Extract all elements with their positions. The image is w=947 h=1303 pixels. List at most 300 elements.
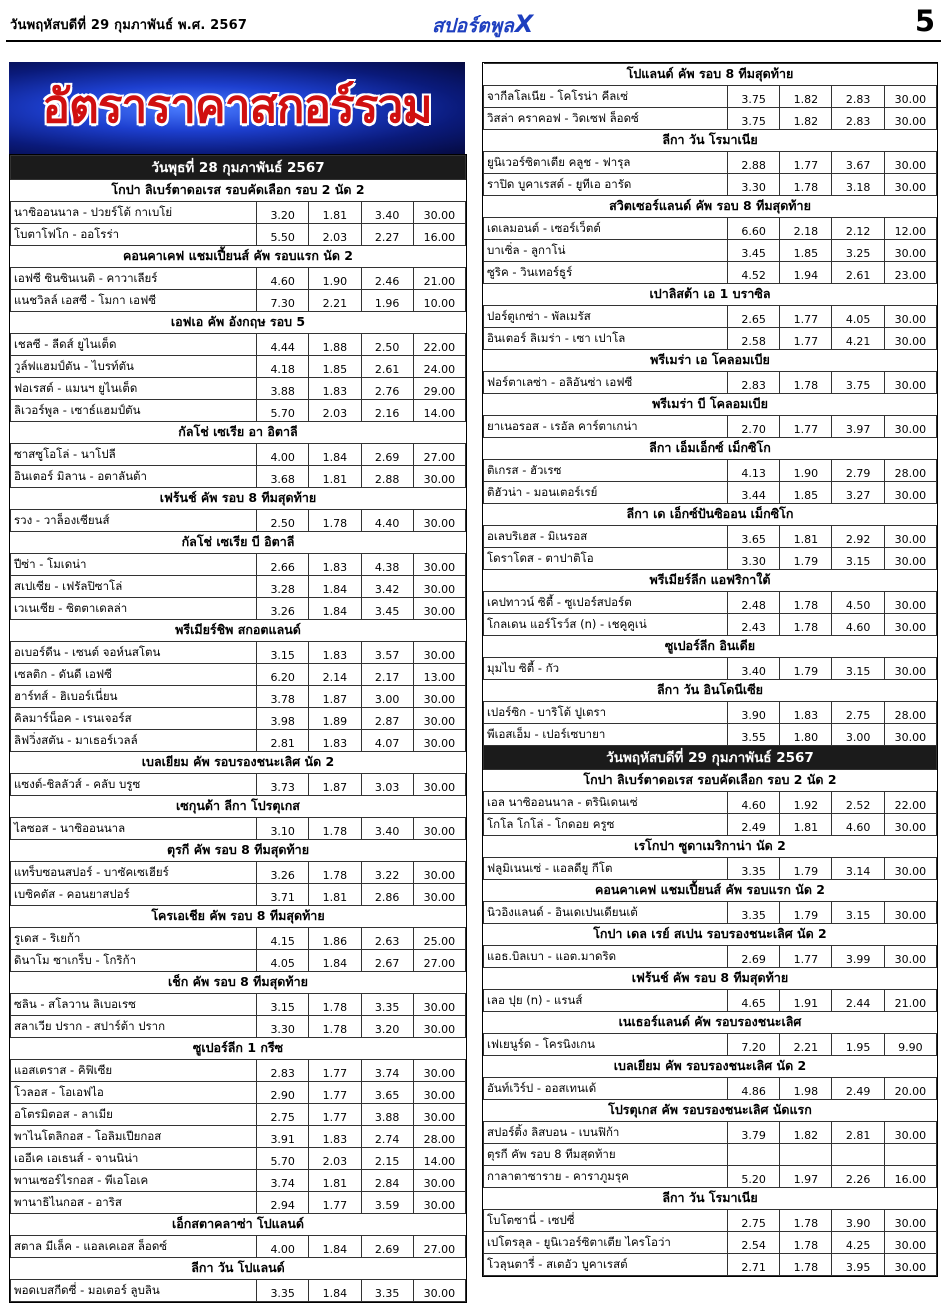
match-row	[484, 614, 937, 636]
odds-2: 2.21	[309, 290, 361, 312]
odds-1: 2.94	[257, 1192, 309, 1214]
odds-4: 30.00	[413, 466, 465, 488]
match-row	[484, 814, 937, 836]
odds-2: 1.83	[309, 1126, 361, 1148]
odds-3: 2.17	[361, 664, 413, 686]
odds-3: 3.20	[361, 1016, 413, 1038]
match-row	[11, 1060, 466, 1082]
match-teams: โกลเดน แอร์โรว์ส (n) - เชคูคูเน่	[484, 614, 728, 636]
odds-2: 1.84	[309, 576, 361, 598]
odds-2: 1.79	[780, 902, 832, 924]
league-header	[11, 1038, 466, 1060]
odds-1: 2.75	[257, 1104, 309, 1126]
match-teams: นิวอิงแลนด์ - อินเดเปนเดียนเต้	[484, 902, 728, 924]
odds-3: 4.60	[832, 814, 884, 836]
match-row	[11, 862, 466, 884]
match-row	[11, 444, 466, 466]
league-header	[484, 350, 937, 372]
odds-4: 30.00	[884, 240, 936, 262]
odds-2: 1.84	[309, 444, 361, 466]
brand-name: สปอร์ตพูล	[432, 15, 514, 37]
odds-4: 30.00	[884, 592, 936, 614]
match-row	[484, 218, 937, 240]
odds-2: 1.77	[309, 1104, 361, 1126]
odds-1: 3.79	[728, 1122, 780, 1144]
odds-1: 2.83	[728, 372, 780, 394]
odds-1: 3.30	[257, 1016, 309, 1038]
odds-3: 3.40	[361, 818, 413, 840]
match-row	[11, 356, 466, 378]
odds-4: 27.00	[413, 1236, 465, 1258]
league-header	[484, 1100, 937, 1122]
match-teams: ฟลูมิเนนเซ่ - แอลดียู กีโต	[484, 858, 728, 880]
odds-2: 1.81	[309, 202, 361, 224]
odds-1: 6.20	[257, 664, 309, 686]
odds-3: 3.90	[832, 1210, 884, 1232]
odds-2: 1.88	[309, 334, 361, 356]
match-teams: เปโตรลุล - ยูนิเวอร์ซิตาเตีย ไครโอว่า	[484, 1232, 728, 1254]
match-teams: โบโตซานี่ - เซปซี่	[484, 1210, 728, 1232]
odds-2: 1.78	[309, 862, 361, 884]
odds-1: 4.86	[728, 1078, 780, 1100]
league-title: กัลโช่ เซเรีย บี อิตาลี	[11, 532, 466, 554]
odds-3: 2.76	[361, 378, 413, 400]
odds-2: 1.81	[780, 814, 832, 836]
odds-2: 1.90	[780, 460, 832, 482]
odds-3: 3.67	[832, 152, 884, 174]
match-teams: แทร็บซอนสปอร์ - บาซัคเซเฮียร์	[11, 862, 257, 884]
match-row	[11, 1082, 466, 1104]
odds-3: 4.38	[361, 554, 413, 576]
league-title: โครเอเชีย คัพ รอบ 8 ทีมสุดท้าย	[11, 906, 466, 928]
odds-2: 1.77	[780, 306, 832, 328]
right-odds-column	[482, 62, 938, 1277]
odds-4: 27.00	[413, 950, 465, 972]
match-teams: แซงต์-ชิลลัวส์ - คลับ บรูซ	[11, 774, 257, 796]
odds-3: 3.15	[832, 658, 884, 680]
match-row	[484, 792, 937, 814]
odds-1: 3.78	[257, 686, 309, 708]
league-title: ลีกา เด เอ็กซ์ปันซิออน เม็กซิโก	[484, 504, 937, 526]
odds-1: 6.60	[728, 218, 780, 240]
odds-3: 3.25	[832, 240, 884, 262]
odds-4: 22.00	[884, 792, 936, 814]
odds-3: 3.35	[361, 994, 413, 1016]
odds-1: 2.58	[728, 328, 780, 350]
league-header	[11, 796, 466, 818]
league-title: โปรตุเกส คัพ รอบรองชนะเลิศ นัดแรก	[484, 1100, 937, 1122]
odds-2: 1.83	[780, 702, 832, 724]
league-title: ลีกา วัน โรมาเนีย	[484, 130, 937, 152]
odds-4: 30.00	[884, 902, 936, 924]
odds-1	[728, 1144, 780, 1166]
odds-4: 30.00	[884, 86, 936, 108]
odds-3: 2.69	[361, 444, 413, 466]
odds-4: 23.00	[884, 262, 936, 284]
odds-1: 5.70	[257, 1148, 309, 1170]
odds-1: 3.30	[728, 548, 780, 570]
odds-1: 3.55	[728, 724, 780, 746]
league-title: ตุรกี คัพ รอบ 8 ทีมสุดท้าย	[11, 840, 466, 862]
league-title: ซูเปอร์ลีก อินเดีย	[484, 636, 937, 658]
odds-3: 4.50	[832, 592, 884, 614]
league-header	[484, 968, 937, 990]
match-teams: โวลุนตารี่ - สเตอัว บูคาเรสต์	[484, 1254, 728, 1276]
odds-4: 30.00	[884, 152, 936, 174]
league-header	[484, 394, 937, 416]
league-title: เฟร้นช์ คัพ รอบ 8 ทีมสุดท้าย	[484, 968, 937, 990]
odds-1: 3.68	[257, 466, 309, 488]
odds-3: 2.61	[361, 356, 413, 378]
league-header	[484, 570, 937, 592]
match-row	[11, 202, 466, 224]
league-title: ลีกา วัน อินโดนีเซีย	[484, 680, 937, 702]
match-row	[484, 328, 937, 350]
match-teams: ยูนิเวอร์ซิตาเตีย คลูช - ฟารุล	[484, 152, 728, 174]
brand-logo	[432, 10, 533, 41]
match-teams: ไลซอส - นาซิออนนาล	[11, 818, 257, 840]
odds-4: 30.00	[413, 818, 465, 840]
odds-2: 2.18	[780, 218, 832, 240]
odds-3: 2.50	[361, 334, 413, 356]
odds-2: 1.77	[780, 328, 832, 350]
match-row	[11, 928, 466, 950]
odds-2: 1.82	[780, 108, 832, 130]
odds-1: 4.13	[728, 460, 780, 482]
odds-1: 2.54	[728, 1232, 780, 1254]
odds-3: 3.75	[832, 372, 884, 394]
match-row	[11, 774, 466, 796]
odds-2: 1.97	[780, 1166, 832, 1188]
odds-4: 30.00	[884, 482, 936, 504]
odds-4: 21.00	[884, 990, 936, 1012]
match-teams: ฮาร์ทส์ - ฮิเบอร์เนี่ยน	[11, 686, 257, 708]
odds-4: 30.00	[413, 1170, 465, 1192]
odds-1: 4.00	[257, 444, 309, 466]
odds-3: 2.16	[361, 400, 413, 422]
match-row	[484, 658, 937, 680]
odds-4: 30.00	[884, 724, 936, 746]
odds-1: 3.15	[257, 994, 309, 1016]
league-title: โปแลนด์ คัพ รอบ 8 ทีมสุดท้าย	[484, 64, 937, 86]
league-header	[484, 880, 937, 902]
league-title: เอ็กสตาคลาซ่า โปแลนด์	[11, 1214, 466, 1236]
odds-1: 2.65	[728, 306, 780, 328]
match-teams: วิสล่า คราคอฟ - วิดเซฟ ล็อดซ์	[484, 108, 728, 130]
odds-4: 27.00	[413, 444, 465, 466]
odds-3: 2.75	[832, 702, 884, 724]
match-row	[484, 482, 937, 504]
match-row	[484, 946, 937, 968]
league-header	[11, 1214, 466, 1236]
odds-4: 29.00	[413, 378, 465, 400]
match-teams: พีเอสเอ็ม - เปอร์เซบายา	[484, 724, 728, 746]
odds-3: 3.00	[832, 724, 884, 746]
odds-2: 1.79	[780, 658, 832, 680]
odds-3: 3.15	[832, 548, 884, 570]
match-teams: ดินาโม ซาเกร็บ - โกริก้า	[11, 950, 257, 972]
odds-2: 1.90	[309, 268, 361, 290]
match-row	[11, 1192, 466, 1214]
match-row	[11, 334, 466, 356]
odds-4: 28.00	[884, 460, 936, 482]
league-header	[11, 620, 466, 642]
odds-4: 30.00	[413, 686, 465, 708]
odds-1: 4.15	[257, 928, 309, 950]
match-row	[11, 686, 466, 708]
match-row	[11, 576, 466, 598]
odds-4: 30.00	[884, 306, 936, 328]
match-row	[484, 1166, 937, 1188]
odds-2: 1.83	[309, 730, 361, 752]
match-row	[11, 664, 466, 686]
odds-2: 1.85	[309, 356, 361, 378]
odds-2: 1.78	[309, 994, 361, 1016]
odds-1: 3.74	[257, 1170, 309, 1192]
match-teams: นาซิออนนาล - ปวยร์โต้ กาเบโย่	[11, 202, 257, 224]
match-teams: จากีลโลเนีย - โคโรน่า คีลเซ่	[484, 86, 728, 108]
match-row	[484, 724, 937, 746]
odds-1: 3.30	[728, 174, 780, 196]
match-row	[11, 400, 466, 422]
match-row	[484, 240, 937, 262]
odds-2: 2.03	[309, 224, 361, 246]
league-title: โกปา ลิเบร์ตาดอเรส รอบคัดเลือก รอบ 2 นัด 2	[484, 770, 937, 792]
odds-1: 3.20	[257, 202, 309, 224]
league-header	[484, 636, 937, 658]
odds-3: 2.74	[361, 1126, 413, 1148]
odds-1: 2.43	[728, 614, 780, 636]
league-title: เอฟเอ คัพ อังกฤษ รอบ 5	[11, 312, 466, 334]
odds-4: 30.00	[413, 994, 465, 1016]
league-title: เช็ก คัพ รอบ 8 ทีมสุดท้าย	[11, 972, 466, 994]
odds-3: 4.07	[361, 730, 413, 752]
league-header	[484, 64, 937, 86]
day-header	[484, 746, 937, 770]
match-row	[484, 306, 937, 328]
match-teams: สตาล มีเล็ค - แอลเคเอส ล็อดซ์	[11, 1236, 257, 1258]
match-row	[11, 818, 466, 840]
odds-4: 30.00	[884, 1232, 936, 1254]
odds-4: 30.00	[413, 730, 465, 752]
odds-1: 3.15	[257, 642, 309, 664]
league-title: สวิตเซอร์แลนด์ คัพ รอบ 8 ทีมสุดท้าย	[484, 196, 937, 218]
match-teams: ตุรกี คัพ รอบ 8 ทีมสุดท้าย	[484, 1144, 728, 1166]
odds-3: 3.95	[832, 1254, 884, 1276]
odds-1: 3.75	[728, 86, 780, 108]
odds-4: 14.00	[413, 1148, 465, 1170]
odds-2: 1.85	[780, 240, 832, 262]
match-teams: พานเซอร์ไรกอส - พีเอโอเค	[11, 1170, 257, 1192]
odds-2: 1.78	[309, 510, 361, 532]
odds-3: 2.83	[832, 108, 884, 130]
match-teams: เดเลมอนต์ - เซอร์เว็ตต์	[484, 218, 728, 240]
match-row	[484, 1078, 937, 1100]
match-teams: ติฮัวน่า - มอนเตอร์เรย์	[484, 482, 728, 504]
odds-1: 4.60	[257, 268, 309, 290]
odds-1: 5.50	[257, 224, 309, 246]
odds-4: 30.00	[884, 1210, 936, 1232]
odds-1: 3.90	[728, 702, 780, 724]
page-header	[0, 0, 947, 44]
match-row	[11, 290, 466, 312]
league-header	[484, 836, 937, 858]
odds-1: 7.30	[257, 290, 309, 312]
match-teams: สลาเวีย ปราก - สปาร์ต้า ปราก	[11, 1016, 257, 1038]
odds-4: 30.00	[413, 1280, 465, 1302]
odds-3: 3.14	[832, 858, 884, 880]
match-teams: โกโล โกโล่ - โกดอย ครูซ	[484, 814, 728, 836]
match-teams: ลิเวอร์พูล - เซาธ์แฮมป์ตัน	[11, 400, 257, 422]
match-row	[484, 990, 937, 1012]
left-odds-table	[10, 155, 466, 1302]
match-row	[484, 858, 937, 880]
day-title: วันพฤหัสบดีที่ 29 กุมภาพันธ์ 2567	[484, 746, 937, 770]
match-teams: แนชวิลล์ เอสซี - โมกา เอฟซี	[11, 290, 257, 312]
odds-2: 1.84	[309, 950, 361, 972]
league-title: เรโกปา ซูดาเมริกาน่า นัด 2	[484, 836, 937, 858]
match-teams: ปอร์ตูเกซ่า - พัลเมรัส	[484, 306, 728, 328]
match-teams: มุมไบ ซิตี้ - กัว	[484, 658, 728, 680]
match-row	[11, 1148, 466, 1170]
league-header	[484, 130, 937, 152]
odds-1: 4.65	[728, 990, 780, 1012]
league-header	[11, 972, 466, 994]
match-teams: อเลบริเฮส - มิเนรอส	[484, 526, 728, 548]
match-teams: ติเกรส - ฮัวเรซ	[484, 460, 728, 482]
match-row	[11, 994, 466, 1016]
league-title: คอนคาเคฟ แชมเปี้ยนส์ คัพ รอบแรก นัด 2	[484, 880, 937, 902]
match-row	[484, 108, 937, 130]
odds-3: 3.42	[361, 576, 413, 598]
league-header	[484, 438, 937, 460]
odds-1: 3.75	[728, 108, 780, 130]
odds-4: 30.00	[413, 1104, 465, 1126]
odds-2: 2.03	[309, 1148, 361, 1170]
match-teams: แอธ.บิลเบา - แอต.มาดริด	[484, 946, 728, 968]
odds-1: 4.05	[257, 950, 309, 972]
odds-1: 3.35	[728, 858, 780, 880]
odds-4: 30.00	[884, 858, 936, 880]
odds-4: 30.00	[413, 862, 465, 884]
match-teams: สเปเซีย - เฟรัลปิซาโล่	[11, 576, 257, 598]
odds-3: 3.74	[361, 1060, 413, 1082]
match-row	[484, 1122, 937, 1144]
odds-3: 2.92	[832, 526, 884, 548]
league-header	[484, 924, 937, 946]
match-row	[484, 86, 937, 108]
odds-2: 2.03	[309, 400, 361, 422]
odds-2: 1.82	[780, 1122, 832, 1144]
odds-1: 2.83	[257, 1060, 309, 1082]
match-teams: ปีซ่า - โมเดน่า	[11, 554, 257, 576]
match-teams: โดราโดส - ตาปาติโอ	[484, 548, 728, 570]
odds-2: 1.82	[780, 86, 832, 108]
odds-4: 30.00	[884, 526, 936, 548]
league-title: เบลเยียม คัพ รอบรองชนะเลิศ นัด 2	[11, 752, 466, 774]
odds-3: 2.88	[361, 466, 413, 488]
league-header	[484, 1188, 937, 1210]
title-banner	[9, 62, 465, 154]
odds-4: 30.00	[413, 708, 465, 730]
match-teams: ฟอร์ตาเลซ่า - อลิอันซ่า เอฟซี	[484, 372, 728, 394]
odds-2: 1.78	[780, 1232, 832, 1254]
odds-1: 2.88	[728, 152, 780, 174]
issue-date: วันพฤหัสบดีที่ 29 กุมภาพันธ์ พ.ศ. 2567	[10, 18, 248, 33]
odds-2: 1.77	[309, 1082, 361, 1104]
odds-4: 30.00	[884, 1254, 936, 1276]
league-header	[484, 504, 937, 526]
odds-4: 21.00	[413, 268, 465, 290]
odds-4: 16.00	[884, 1166, 936, 1188]
league-header	[484, 1056, 937, 1078]
odds-1: 2.81	[257, 730, 309, 752]
odds-2: 1.77	[780, 946, 832, 968]
odds-2: 1.92	[780, 792, 832, 814]
league-title: เบลเยียม คัพ รอบรองชนะเลิศ นัด 2	[484, 1056, 937, 1078]
match-row	[11, 466, 466, 488]
match-teams: เคปทาวน์ ซิตี้ - ซูเปอร์สปอร์ต	[484, 592, 728, 614]
odds-1: 3.45	[728, 240, 780, 262]
odds-1: 2.71	[728, 1254, 780, 1276]
odds-1: 3.35	[257, 1280, 309, 1302]
odds-3: 4.40	[361, 510, 413, 532]
odds-2: 1.83	[309, 642, 361, 664]
match-teams: อินเตอร์ มิลาน - อตาลันต้า	[11, 466, 257, 488]
odds-3: 2.15	[361, 1148, 413, 1170]
odds-1: 2.69	[728, 946, 780, 968]
odds-2: 1.78	[780, 1254, 832, 1276]
league-title: เนเธอร์แลนด์ คัพ รอบรองชนะเลิศ	[484, 1012, 937, 1034]
match-row	[484, 174, 937, 196]
odds-2: 1.85	[780, 482, 832, 504]
league-header	[484, 680, 937, 702]
league-header	[11, 752, 466, 774]
league-header	[11, 488, 466, 510]
match-teams: เลอ ปุย (n) - แรนส์	[484, 990, 728, 1012]
odds-3: 4.25	[832, 1232, 884, 1254]
odds-4: 22.00	[413, 334, 465, 356]
odds-2: 1.81	[780, 526, 832, 548]
league-header	[11, 246, 466, 268]
odds-3: 2.87	[361, 708, 413, 730]
match-teams: บาเซิ่ล - ลูกาโน่	[484, 240, 728, 262]
odds-2: 1.79	[780, 548, 832, 570]
league-header	[484, 196, 937, 218]
match-row	[11, 1280, 466, 1302]
match-row	[11, 510, 466, 532]
match-row	[484, 460, 937, 482]
odds-1: 2.49	[728, 814, 780, 836]
odds-3: 2.63	[361, 928, 413, 950]
league-title: กัลโช่ เซเรีย อา อิตาลี	[11, 422, 466, 444]
match-teams: โบตาโฟโก - ออโรร่า	[11, 224, 257, 246]
match-row	[11, 1170, 466, 1192]
match-row	[11, 268, 466, 290]
odds-3	[832, 1144, 884, 1166]
odds-4: 30.00	[413, 774, 465, 796]
odds-3: 3.97	[832, 416, 884, 438]
odds-2: 1.83	[309, 378, 361, 400]
league-title: ลีกา วัน โปแลนด์	[11, 1258, 466, 1280]
odds-2: 1.77	[309, 1060, 361, 1082]
odds-4: 30.00	[413, 1192, 465, 1214]
match-row	[484, 416, 937, 438]
odds-3: 2.26	[832, 1166, 884, 1188]
match-row	[11, 554, 466, 576]
league-header	[11, 312, 466, 334]
odds-4: 30.00	[884, 658, 936, 680]
